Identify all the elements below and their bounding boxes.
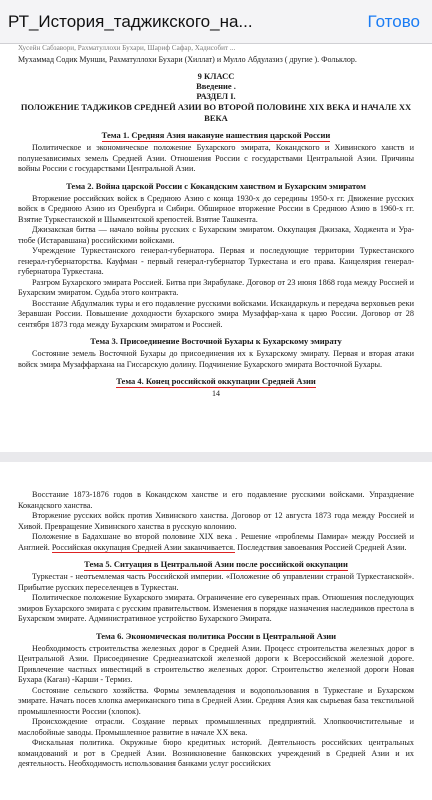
page-2-paragraph: Вторжение русских войск против Хивинского ханства. Договор от 12 августа 1873 года между Россией и Хивой. Превращение Хивинского ханства в русскую колонию. [18,511,414,531]
topic-6-paragraph: Необходимость строительства железных дорог в Средней Азии. Процесс строительства железных дорог в Центральной Азии. Присоединение Среднеазиатской железной дороги к Всероссийской железной дороге. Привлечение частных инвестиций в строительство железных дорог. Строительство железной дороги Новая Бухара (Каган) -Карши - Термиз. [18,643,414,684]
document-title: РТ_История_таджикского_на... [8,11,253,31]
topic-1-title: Тема 1. Средняя Азия накануне нашествия царской России [101,130,331,140]
document-page-2 [0,462,432,800]
topic-5-heading [18,559,414,570]
topic-2-paragraph: Восстание Абдулмалик туры и его подавление русскими войсками. Искандаркуль и передача верховьев реки Зеравшан России. Повышение доходности бухарского эмира Музаффар-хана к царю России. Договор от 28 сентября 1873 года между Бухарским эмиратом и Россией. [18,298,414,329]
topic-2-heading: Тема 2. Война царской России с Кокандским ханством и Бухарским эмиратом [66,180,366,191]
topic-6-paragraph: Состояние сельского хозяйства. Формы землевладения и водопользования в Туркестане и Бухарском эмирате. Начать посев хлопка американского типа в Средней Азии. Средняя Азия как сырьевая база текстильной промышленности России (хлопок). [18,685,414,716]
section-heading: РАЗДЕЛ I. [196,91,236,101]
page-top-strip-2: Мухаммад Содик Мунши, Рахматуллохи Бухари (Хиллат) и Мулло Абдулазиз ( другие ). Фольклор. [18,55,357,64]
topic-1-heading [18,130,414,141]
class-heading: 9 КЛАСС [197,71,235,81]
topic-5-title: Тема 5. Ситуация в Центральной Азии после российской оккупации [84,559,348,569]
topic-1-text: Политическое и экономическое положение Бухарского эмирата, Кокандского и Хивинского ханств и полунезависимых земель Средней Азии. Отношения России с государствами Центральной Азии. Причины войны России с государствами Центральной Азии. [18,143,414,173]
document-header [0,0,432,44]
done-button[interactable]: Готово [367,11,420,31]
topic-5-paragraph: Туркестан - неотъемлемая часть Российской империи. «Положение об управлении страной Туркестанской». Прибытие русских переселенцев в Туркестан. [18,572,414,592]
paragraph-part: Положение в Бадахшане во второй половине XIX века . Решение «проблемы Памира» между Россией и Англией. [18,532,414,552]
topic-4-heading [18,376,414,387]
topic-2-paragraph: Учреждение Туркестанского генерал-губернатора. Первая и последующие территории Туркестанского генерал-губернаторства. Кауфман - первый генерал-губернатор Туркестана и его права. Канцелярия генерал-губернатора Туркестана. [18,246,414,276]
page-number: 14 [212,389,220,398]
topic-6-paragraph: Происхождение отрасли. Создание первых промышленных предприятий. Хлопкоочистительные и маслобойные заводы. Промышленное развитие в начале XX века. [18,717,414,737]
page-top-strip: Хусейн Сабзавори, Рахматуллохи Бухари, Шариф Сафар, Хадисобит ... [18,44,236,52]
topic-6-heading: Тема 6. Экономическая политика России в Центральной Азии [95,630,337,641]
topic-4-title: Тема 4. Конец российской оккупации Средней Азии [116,376,316,386]
topic-3-text: Состояние земель Восточной Бухары до присоединения их к Бухарскому эмирату. Первая и вторая атаки войск эмира Музаффархана на Гиссарскую долину. Подчинение Бухарского эмирата Восточной Бухары. [18,349,414,369]
topic-2-paragraph: Вторжение российских войск в Среднюю Азию с конца 1930-х до середины 1950-х гг. Движение русских войск в Среднюю Азию из Оренбурга и Сибири. Обширное вторжение России в Среднюю Азию в 1960-х гг. Взятие Туркестанской и Шымкентской крепостей. Взятие Ташкента. [18,193,414,224]
paragraph-part: Последствия завоевания Россией Средней Азии. [235,542,407,552]
page-2-paragraph: Восстание 1873-1876 годов в Кокандском ханстве и его подавление русскими войсками. Упразднение Кокандского ханства. [18,490,414,510]
topic-2-paragraph: Джизакская битва — начало войны русских с Бухарским эмиратом. Оккупация Джизака, Ходжента и Ура-тюбе (Истаравшана) российскими войсками. [18,225,414,245]
topic-2-paragraph: Разгром Бухарского эмирата Россией. Битва при Зирабулаке. Договор от 23 июня 1868 года между Россией и Бухарским эмиратом. Судьба этого контракта. [18,277,414,297]
section-title: ПОЛОЖЕНИЕ ТАДЖИКОВ СРЕДНЕЙ АЗИИ ВО ВТОРОЙ ПОЛОВИНЕ XIX ВЕКА И НАЧАЛЕ XX ВЕКА [20,102,412,123]
intro-heading: Введение . [196,81,236,91]
topic-3-heading: Тема 3. Присоединение Восточной Бухары к Бухарскому эмирату [90,336,342,346]
page-2-paragraph [18,532,414,553]
topic-6-paragraph: Фискальная политика. Окружные бюро кредитных историй. Деятельность российских центральных командований и рот в Средней Азии. Возникновение банковских учреждений в Средней Азии и их деятельность. Необходимость использования банками услуг российских [18,738,414,768]
topic-5-paragraph: Политическое положение Бухарского эмирата. Ограничение его суверенных прав. Отношения последующих эмиров Бухарского эмирата с русским правительством. Изменения в порядке назначения наследников престола в Бухарском эмирате. Административное устройство Бухарского Эмирата. [18,593,414,623]
highlighted-sentence: Российская оккупация Средней Азии заканчивается. [51,542,236,552]
document-page-1 [0,44,432,452]
